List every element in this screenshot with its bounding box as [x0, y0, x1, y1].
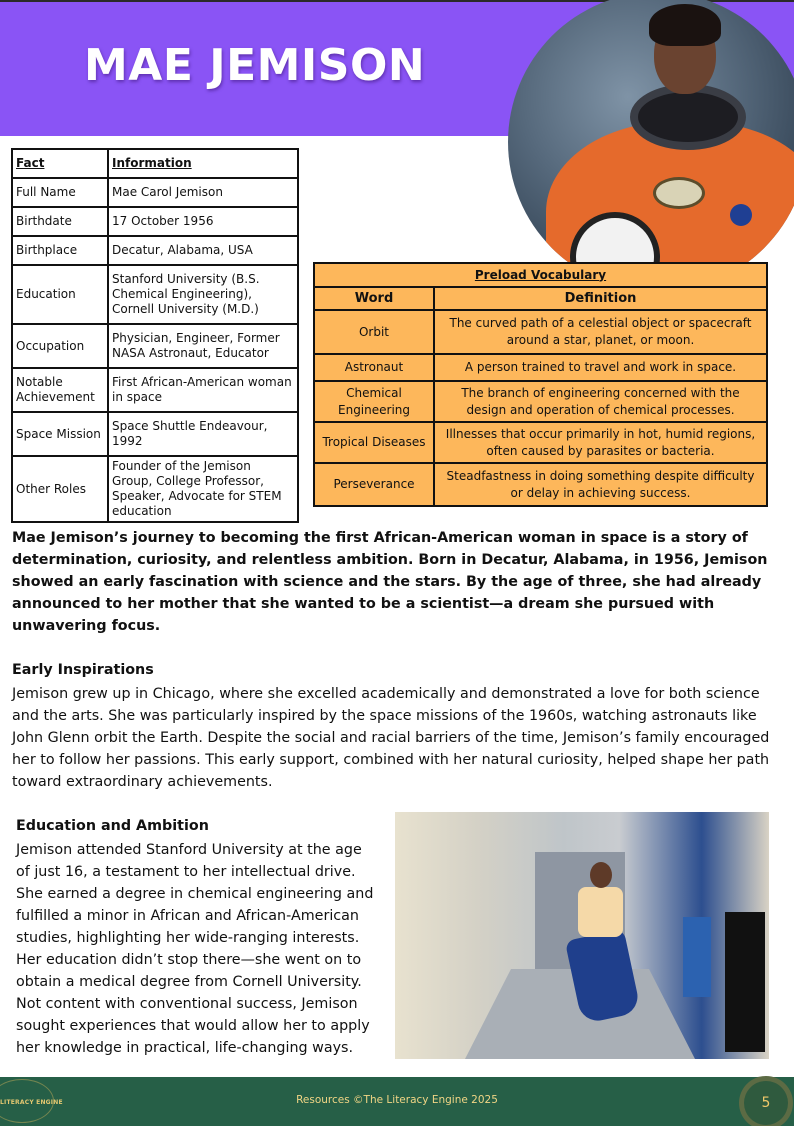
fact-label: Occupation	[12, 324, 108, 368]
fact-value: Stanford University (B.S. Chemical Engineering), Cornell University (M.D.)	[108, 265, 298, 324]
fact-value: First African-American woman in space	[108, 368, 298, 412]
vocab-caption-row	[314, 263, 767, 287]
section-heading-education: Education and Ambition	[16, 818, 209, 834]
vocab-header-row	[314, 287, 767, 310]
table-row	[12, 456, 298, 522]
spacelab-photo	[395, 812, 769, 1059]
portrait-photo	[508, 0, 794, 292]
fact-label: Education	[12, 265, 108, 324]
vocab-caption: Preload Vocabulary	[314, 263, 767, 287]
vocab-definition: The branch of engineering concerned with the design and operation of chemical processes.	[434, 381, 767, 422]
fact-label: Notable Achievement	[12, 368, 108, 412]
vocab-word: Astronaut	[314, 354, 434, 381]
vocab-definition: Steadfastness in doing something despite difficulty or delay in achieving success.	[434, 463, 767, 506]
table-row	[314, 381, 767, 422]
vocab-word: Orbit	[314, 310, 434, 354]
table-row	[12, 368, 298, 412]
logo-text: LITERACY ENGINE	[0, 1099, 63, 1106]
section-body-early-inspirations: Jemison grew up in Chicago, where she excelled academically and demonstrated a love for both science and the arts. She was particularly inspired by the space missions of the 1960s, watching astronauts like John Glenn orbit the Earth. Despite the social and racial barriers of the time, Jemison’s family encouraged her to follow her passions. This early support, combined with her natural curiosity, helped shape her path toward extraordinary achievements.	[12, 686, 770, 790]
footer	[0, 1077, 794, 1126]
fact-label: Birthplace	[12, 236, 108, 265]
table-row	[12, 324, 298, 368]
fact-value: Decatur, Alabama, USA	[108, 236, 298, 265]
table-row	[12, 178, 298, 207]
vocabulary-table	[313, 262, 768, 507]
nasa-logo-icon	[730, 204, 752, 226]
vocab-header-word: Word	[314, 287, 434, 310]
fact-label: Birthdate	[12, 207, 108, 236]
section-body-education: Jemison attended Stanford University at the age of just 16, a testament to her intellectual drive. She earned a degree in chemical engineering and fulfilled a minor in African and African-American studies, highlighting her wide-ranging interests. Her education didn’t stop there—she went on to obtain a medical degree from Cornell University. Not content with conventional success, Jemison sought experiences that would allow her to apply her knowledge in practical, life-changing ways.	[16, 842, 374, 1056]
page-title: MAE JEMISON	[84, 40, 426, 91]
astronaut-face-shape	[590, 862, 612, 888]
mission-patch-shape	[653, 177, 705, 209]
vocab-header-definition: Definition	[434, 287, 767, 310]
table-row	[12, 236, 298, 265]
vocab-word: Chemical Engineering	[314, 381, 434, 422]
table-row	[314, 463, 767, 506]
facts-header-row	[12, 149, 298, 178]
vocab-definition: The curved path of a celestial object or spacecraft around a star, planet, or moon.	[434, 310, 767, 354]
table-row	[12, 265, 298, 324]
control-panel-shape	[725, 912, 765, 1052]
table-row	[314, 354, 767, 381]
fact-value: Space Shuttle Endeavour, 1992	[108, 412, 298, 456]
fact-value: Mae Carol Jemison	[108, 178, 298, 207]
fact-value: Physician, Engineer, Former NASA Astronaut, Educator	[108, 324, 298, 368]
vocab-definition: Illnesses that occur primarily in hot, humid regions, often caused by parasites or bacteria.	[434, 422, 767, 463]
fact-label: Other Roles	[12, 456, 108, 522]
vocab-word: Tropical Diseases	[314, 422, 434, 463]
facts-table	[11, 148, 299, 523]
page-number: 5	[761, 1095, 771, 1111]
equipment-rack-shape	[683, 917, 711, 997]
intro-paragraph: Mae Jemison’s journey to becoming the first African-American woman in space is a story of determination, curiosity, and relentless ambition. Born in Decatur, Alabama, in 1956, Jemison showed an early fascination with science and the stars. By the age of three, she had already announced to her mother that she wanted to be a scientist—a dream she pursued with unwavering focus.	[12, 530, 768, 634]
hair-shape	[649, 4, 721, 46]
fact-value: Founder of the Jemison Group, College Professor, Speaker, Advocate for STEM education	[108, 456, 298, 522]
facts-header-info: Information	[108, 149, 298, 178]
section-heading-early-inspirations: Early Inspirations	[12, 662, 154, 678]
fact-label: Space Mission	[12, 412, 108, 456]
facts-header-fact: Fact	[12, 149, 108, 178]
table-row	[12, 207, 298, 236]
table-row	[314, 422, 767, 463]
vocab-word: Perseverance	[314, 463, 434, 506]
table-row	[12, 412, 298, 456]
vocab-definition: A person trained to travel and work in space.	[434, 354, 767, 381]
fact-value: 17 October 1956	[108, 207, 298, 236]
astronaut-shirt-shape	[578, 887, 623, 937]
fact-label: Full Name	[12, 178, 108, 207]
footer-credit: Resources ©The Literacy Engine 2025	[296, 1094, 498, 1106]
table-row	[314, 310, 767, 354]
